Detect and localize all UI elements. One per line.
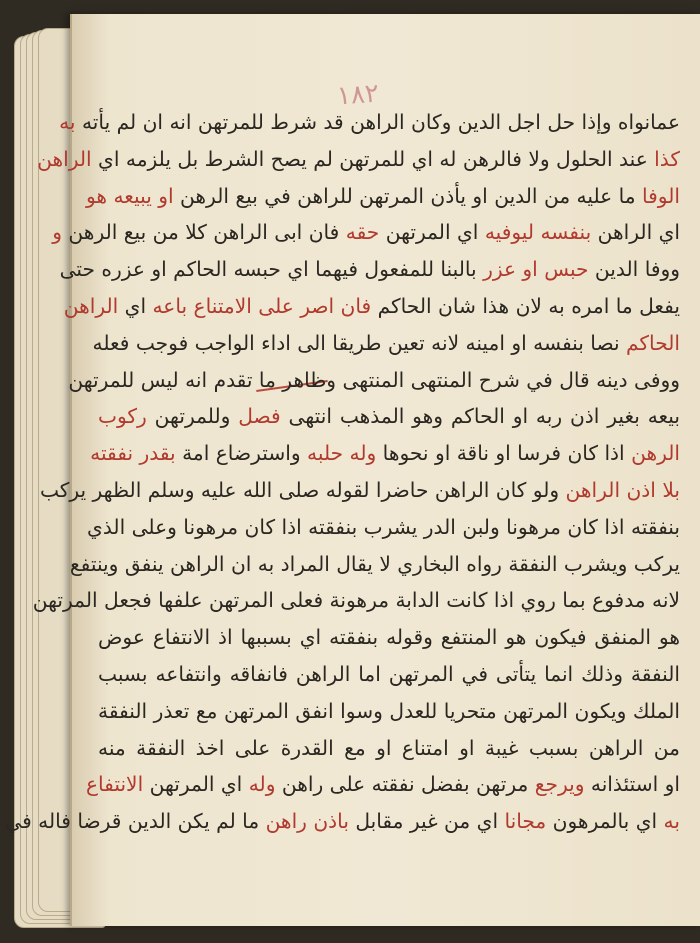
- body-text: عمانواه وإذا حل اجل الدين وكان الراهن قد شرط للمرتهن انه ان لم يأته: [75, 110, 680, 134]
- text-line: [59, 104, 680, 141]
- rubric-text: ويرجع: [534, 772, 585, 797]
- text-line: [59, 251, 680, 288]
- body-text: فان ابى الراهن كلا من بيع الرهن: [62, 220, 346, 245]
- body-text: نصا بنفسه او امينه لانه تعين طريقا الى اداء الواجب فوجب فعله: [92, 330, 626, 355]
- text-line: [87, 509, 680, 546]
- text-line: [68, 362, 680, 399]
- text-line: [52, 214, 680, 251]
- body-text: هو المنفق فيكون هو المنتفع وقوله بنفقته اي بسببها اذ الانتفاع عوض: [98, 625, 680, 650]
- text-line: [90, 435, 680, 472]
- rubric-text: الانتفاع: [85, 772, 144, 797]
- body-text: ولو كان الراهن حاضرا لقوله صلى الله عليه وسلم الظهر يركب: [39, 477, 566, 502]
- rubric-text: الراهن: [63, 293, 119, 318]
- rubric-text: وله حلبه: [307, 441, 377, 466]
- rubric-text: حقه: [345, 220, 380, 245]
- body-text: اي الراهن: [591, 220, 680, 245]
- body-text: وللمرتهن: [146, 404, 239, 429]
- text-line: [85, 178, 680, 215]
- body-text: بالبنا للمفعول فيهما اي حبسه الحاكم او عزره حتى: [59, 257, 484, 282]
- text-line: [39, 472, 680, 509]
- body-text: يفعل ما امره به لان هذا شان الحاكم: [371, 293, 680, 318]
- body-text: ما لم يكن الدين قرضا فاله في: [5, 809, 266, 834]
- body-text: اي المرتهن: [143, 772, 249, 797]
- rubric-text: كذا: [654, 146, 680, 171]
- body-text: او استئذانه: [584, 772, 680, 797]
- rubric-text: بلا اذن الراهن: [565, 477, 680, 502]
- body-text: اي: [118, 293, 153, 318]
- rubric-text: ركوب: [98, 404, 147, 429]
- text-line: [5, 803, 680, 840]
- body-text: عند الحلول ولا فالرهن له اي للمرتهن لم يصح الشرط بل يلزمه اي: [91, 146, 655, 171]
- body-text: ما عليه من الدين او يأذن المرتهن للراهن في بيع الرهن: [173, 183, 642, 208]
- body-text: اذا كان فرسا او ناقة او نحوها: [376, 441, 632, 466]
- body-text: اي المرتهن: [379, 220, 485, 245]
- rubric-text: الرهن: [631, 441, 680, 466]
- rubric-text: الراهن: [37, 146, 92, 171]
- body-text: ووفى دينه قال في شرح المنتهى المنتهى وظاهر ما تقدم انه ليس للمرتهن: [68, 367, 680, 392]
- body-text: بنفقته اذا كان مرهونا ولبن الدر يشرب بنفقته اذا كان مرهونا وعلى الذي: [87, 514, 680, 539]
- folio-number: ١٨٢: [335, 78, 380, 112]
- rubric-text: و: [52, 220, 63, 245]
- text-line: [98, 398, 680, 435]
- text-line: [69, 546, 680, 583]
- rubric-text: بقدر نفقته: [90, 441, 176, 466]
- rubric-text: باذن راهن: [265, 809, 349, 834]
- text-line: [98, 619, 680, 656]
- text-line: [98, 693, 680, 730]
- body-text: لانه مدفوع بما روي اذا كانت الدابة مرهونة فعلى المرتهن علفها فجعل المرتهن: [32, 588, 680, 613]
- text-line: [63, 288, 680, 325]
- body-text: اي بالمرهون: [546, 809, 664, 834]
- rubric-text: بنفسه ليوفيه: [484, 220, 592, 245]
- text-line: [32, 582, 680, 619]
- body-text: بيعه بغير اذن ربه او الحاكم وهو المذهب انتهى: [280, 404, 680, 429]
- text-line: [92, 325, 680, 362]
- rubric-text: الحاكم: [626, 330, 680, 355]
- rubric-text: فصل: [238, 404, 281, 429]
- text-line: [98, 730, 680, 767]
- rubric-text: حبس او عزر: [483, 257, 589, 282]
- rubric-text: وله: [248, 772, 276, 797]
- body-text: الملك ويكون المرتهن متحريا للعدل وسوا انفق المرتهن مع تعذر النفقة: [98, 698, 680, 723]
- rubric-text: الوفا: [642, 183, 680, 208]
- body-text: يركب ويشرب النفقة رواه البخاري لا يقال المراد به ان الراهن ينفق وينتفع: [69, 551, 680, 576]
- body-text: واسترضاع امة: [175, 441, 308, 466]
- rubric-text: به: [59, 110, 76, 134]
- rubric-text: به: [663, 809, 680, 834]
- body-text: النفقة وذلك انما يتأتى في المرتهن اما الراهن فانفاقه وانتفاعه بسبب: [98, 661, 680, 686]
- text-line: [98, 656, 680, 693]
- body-text: اي من غير مقابل: [348, 809, 505, 834]
- rubric-text: او يبيعه هو: [85, 183, 174, 208]
- manuscript-text: [5, 104, 680, 840]
- rubric-text: فان اصر على الامتناع باعه: [152, 293, 372, 318]
- body-text: من الراهن بسبب غيبة او امتناع او مع القدرة على اخذ النفقة منه: [98, 735, 680, 760]
- text-line: [37, 141, 680, 178]
- text-line: [85, 766, 680, 803]
- body-text: ووفا الدين: [588, 257, 680, 282]
- body-text: مرتهن بفضل نفقته على راهن: [275, 772, 535, 797]
- rubric-text: مجانا: [504, 809, 547, 834]
